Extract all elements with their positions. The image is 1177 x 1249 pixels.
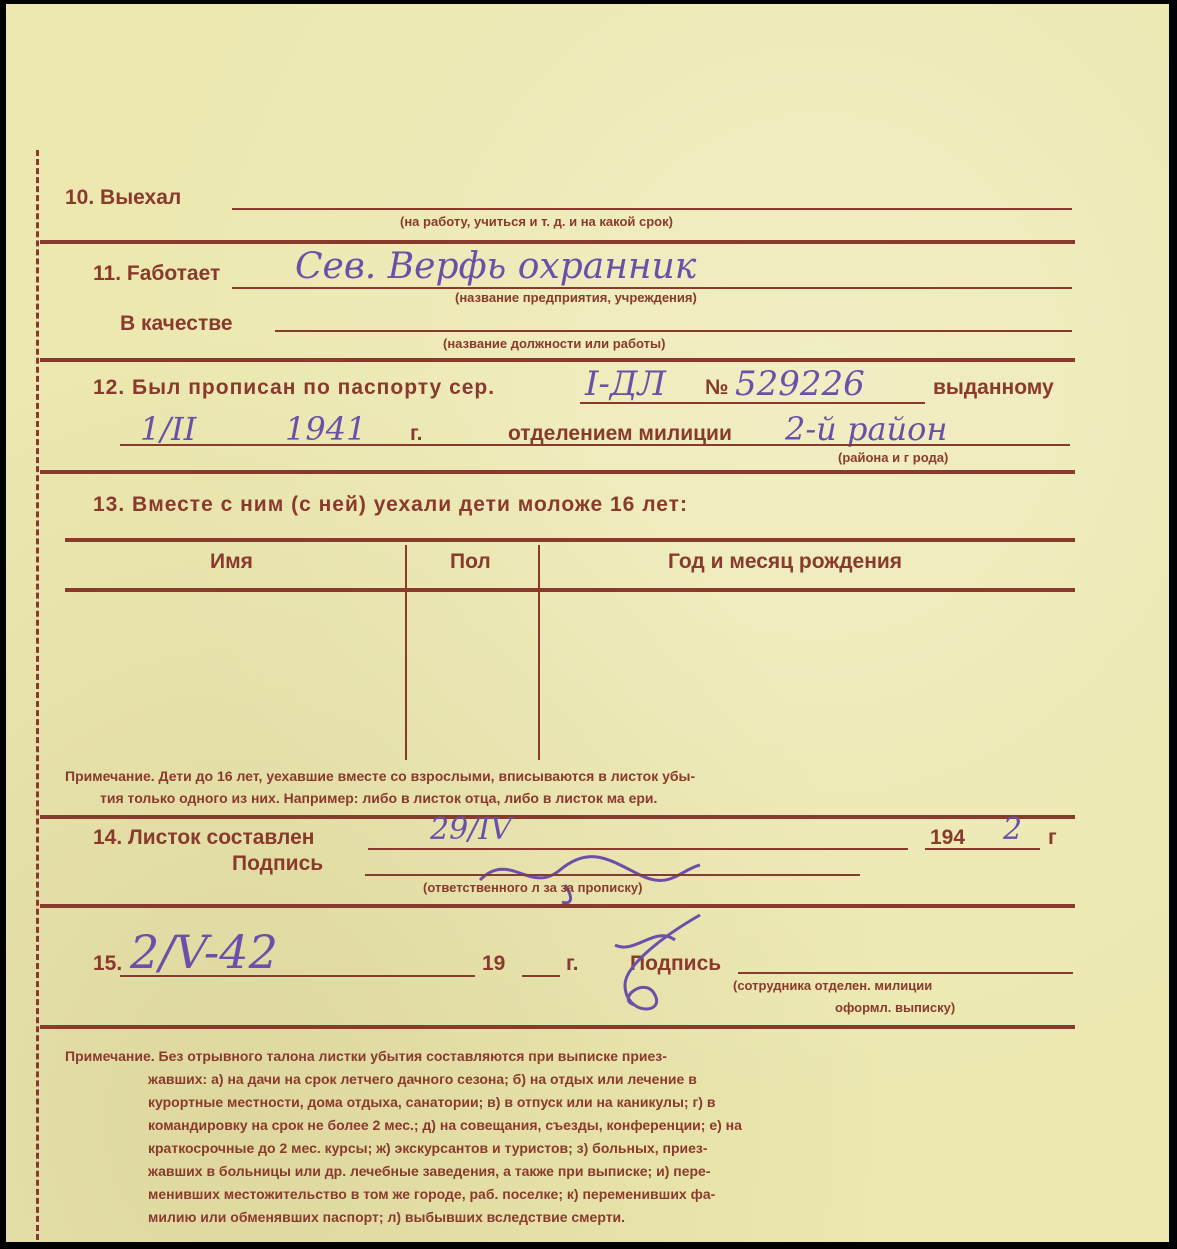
field-12-year-suffix: г. [410,422,423,445]
children-col-sex: Пол [450,550,491,573]
field-14-label: 14. Листок составлен [93,826,315,849]
divider [40,904,1075,908]
field-12-dept: 2-й район [785,410,948,448]
children-col-birth: Год и месяц рождения [668,550,903,573]
field-10-label: 10. Выехал [65,186,182,209]
divider [40,815,1075,819]
field-15-signature [595,905,735,1025]
divider [40,358,1075,362]
note-2-line: краткосрочные до 2 мес. курсы; ж) экскурсантов и туристов; з) больных, приез- [148,1140,708,1156]
field-11-role-label: В качестве [120,312,233,335]
divider [40,1025,1075,1029]
field-14-date: 29/IV [430,812,512,847]
note-1-line: Примечание. Дети до 16 лет, уехавшие вместе со взрослыми, вписываются в листок убы- [65,768,696,784]
field-11-hint: (название предприятия, учреждения) [455,290,697,305]
field-14-year-line [925,848,1040,850]
field-12-series-line [580,402,925,404]
field-12-series: I-ДЛ [585,364,666,404]
field-11-line [232,287,1072,289]
field-12-label: 12. Был прописан по паспорту сер. [93,376,496,399]
field-11-role-hint: (название должности или работы) [443,336,666,351]
note-2-line: жавших: а) на дачи на срок летчего дачного сезона; б) на отдых или лечение в [148,1071,697,1087]
field-15-sign-hint-2: оформл. выписку) [835,1000,956,1015]
field-14-year-prefix: 194 [930,826,966,849]
field-11-label: 11. Fаботает [93,262,221,285]
note-2-line: командировку на срок не более 2 мес.; д) на совещания, съезды, конференции; е) на [148,1117,742,1133]
field-12-dept-hint: (района и г рода) [838,450,949,465]
field-12-date: 1/II [140,410,197,448]
note-2-line: милию или обменявших паспорт; л) выбывших вследствие смерти. [148,1209,626,1225]
divider [40,470,1075,474]
field-14-sign-hint: (ответственного л за за прописку) [423,880,643,895]
note-2-line: жавших в больницы или др. лечебные заведения, а также при выписке; и) пере- [148,1163,711,1179]
field-14-sign-label: Подпись [232,852,324,875]
note-2-line: менивших местожительство в том же городе, раб. поселке; к) переменивших фа- [148,1186,716,1202]
field-12-year: 1941 [285,410,367,448]
field-12-number-label: № [705,376,729,399]
note-2-line: курортные местности, дома отдыха, санатории; в) в отпуск или на каникулы; г) в [148,1094,716,1110]
field-10-hint: (на работу, учиться и т. д. и на какой срок) [400,214,673,229]
note-1-line: тия только одного из них. Например: либо в листок отца, либо в листок ма ери. [100,790,658,806]
field-14-sign-line [365,874,860,876]
field-11-value: Сев. Верфь охранник [295,246,697,287]
children-table-top [65,538,1075,542]
perforation-line [36,150,39,1240]
field-14-year: 2 [1003,812,1023,847]
field-15-year-label: 19 [482,952,506,975]
field-12-issued-label: выданному [933,376,1054,399]
field-14-year-suffix: г [1048,826,1057,849]
field-15-line [120,975,475,977]
field-15-sign-label: Подпись [630,952,722,975]
field-10-line [232,208,1072,210]
field-12-line [120,444,1070,446]
field-13-label: 13. Вместе с ним (с ней) уехали дети моложе 16 лет: [93,493,688,516]
field-12-number: 529226 [735,364,865,404]
field-12-dept-label: отделением милиции [508,422,732,445]
field-15-year-line [522,975,560,977]
children-col-name: Имя [210,550,253,573]
note-2-line: Примечание. Без отрывного талона листки убытия составляются при выписке приез- [65,1048,667,1064]
children-col-divider [538,545,540,760]
field-11-role-line [275,330,1072,332]
field-15-year-suffix: г. [566,952,579,975]
field-15-sign-hint-1: (сотрудника отделен. милиции [733,978,933,993]
divider [40,240,1075,244]
children-col-divider [405,545,407,760]
field-15-date: 2/V-42 [130,925,278,979]
field-15-label: 15. [93,952,123,975]
children-table-header-line [65,588,1075,592]
field-15-sign-line [738,972,1073,974]
